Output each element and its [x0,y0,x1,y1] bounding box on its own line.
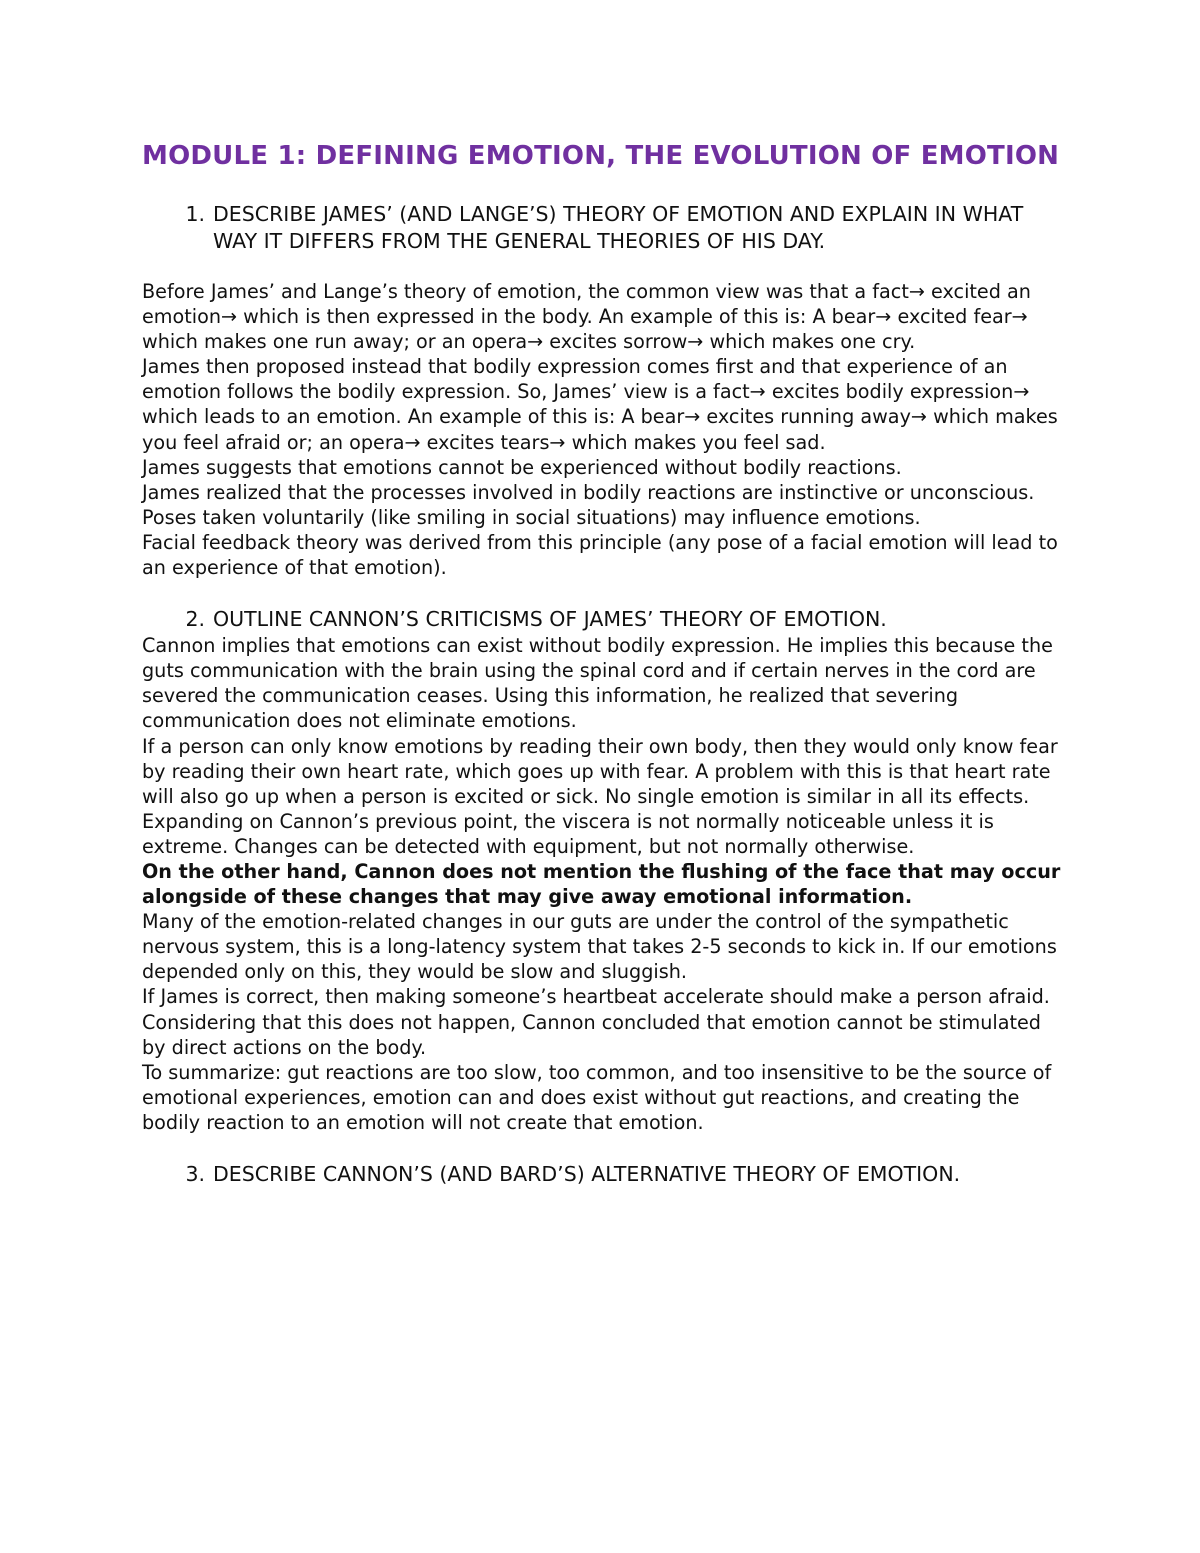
question-3-heading-text: DESCRIBE CANNON’S (AND BARD’S) ALTERNATIVE THEORY OF EMOTION. [213,1162,961,1186]
question-2-number: 2. [185,607,205,632]
q2-paragraph-1: Cannon implies that emotions can exist without bodily expression. He implies this because the guts communication with the brain using the spinal cord and if certain nerves in the cord are severed the communication ceases. Using this information, he realized that severing communication does not eliminate emotions. [142,634,1053,733]
q1-paragraph-4: James realized that the processes involved in bodily reactions are instinctive or unconscious. [142,480,1035,504]
q2-paragraph-7: To summarize: gut reactions are too slow, too common, and too insensitive to be the source of emotional experiences, emotion can and does exist without gut reactions, and creating the bodily reaction to an emotion will not create that emotion. [142,1060,1052,1134]
question-2-heading-text: OUTLINE CANNON’S CRITICISMS OF JAMES’ THEORY OF EMOTION. [213,607,887,632]
q1-paragraph-5: Poses taken voluntarily (like smiling in social situations) may influence emotions. [142,505,921,529]
q2-paragraph-3: Expanding on Cannon’s previous point, the viscera is not normally noticeable unless it is extreme. Changes can be detected with equipment, but not normally otherwise. [142,809,994,858]
question-2-heading [142,606,1062,633]
q2-paragraph-2: If a person can only know emotions by reading their own body, then they would only know fear by reading their own heart rate, which goes up with fear. A problem with this is that heart rate will also go up when a person is excited or sick. No single emotion is similar in all its effects. [142,734,1058,808]
question-1-heading-text: DESCRIBE JAMES’ (AND LANGE’S) THEORY OF EMOTION AND EXPLAIN IN WHAT WAY IT DIFFERS FROM THE GENERAL THEORIES OF HIS DAY. [213,202,1024,253]
module-title: MODULE 1: DEFINING EMOTION, THE EVOLUTION OF EMOTION [142,141,1060,171]
q2-paragraph-4-bold: On the other hand, Cannon does not mention the flushing of the face that may occur alongside of these changes that may give away emotional information. [142,859,1061,909]
question-3-heading [142,1161,1062,1188]
q1-paragraph-2: James then proposed instead that bodily expression comes first and that experience of an emotion follows the bodily expression. So, James’ view is a fact→ excites bodily expression→ which leads to an emotion. An example of this is: A bear→ excites running away→ which makes you feel afraid or; an opera→ excites tears→ which makes you feel sad. [142,355,1058,454]
q1-paragraph-3: James suggests that emotions cannot be experienced without bodily reactions. [142,455,902,479]
document-page [142,140,1062,1188]
question-3-number: 3. [185,1162,205,1186]
question-1-number: 1. [185,202,205,226]
q2-paragraph-5: Many of the emotion-related changes in our guts are under the control of the sympathetic nervous system, this is a long-latency system that takes 2-5 seconds to kick in. If our emotions depended only on this, they would be slow and sluggish. [142,910,1057,984]
q2-paragraph-6: If James is correct, then making someone’s heartbeat accelerate should make a person afraid. Considering that this does not happen, Cannon concluded that emotion cannot be stimulated by direct actions on the body. [142,985,1050,1059]
q1-paragraph-6: Facial feedback theory was derived from this principle (any pose of a facial emotion will lead to an experience of that emotion). [142,530,1058,580]
q1-paragraph-1: Before James’ and Lange’s theory of emotion, the common view was that a fact→ excited an emotion→ which is then expressed in the body. An example of this is: A bear→ excited fear→ which makes one run away; or an opera→ excites sorrow→ which makes one cry. [142,280,1031,354]
question-1-heading [142,201,1062,255]
